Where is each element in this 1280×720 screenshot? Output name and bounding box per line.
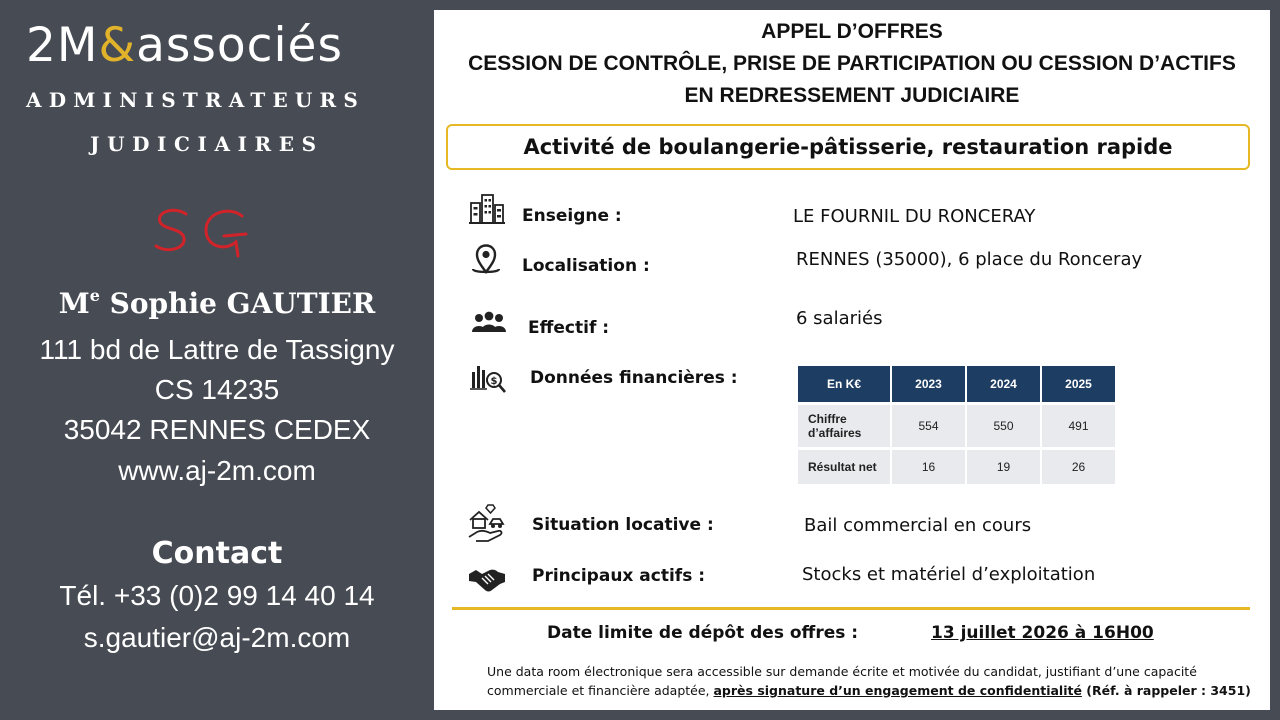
table-corner: En K€: [798, 366, 890, 402]
row-label: Résultat net: [798, 450, 890, 484]
firm-name-part2: associés: [136, 18, 343, 73]
effectif-value: 6 salariés: [796, 308, 883, 329]
handshake-icon: [468, 562, 506, 596]
actifs-label: Principaux actifs :: [532, 566, 706, 586]
location-pin-icon: [467, 242, 505, 276]
table-cell: 554: [892, 405, 965, 447]
signature-sg: [150, 198, 260, 268]
address-cs: CS 14235: [154, 374, 280, 405]
header-line3: EN REDRESSEMENT JUDICIAIRE: [684, 84, 1020, 107]
address-city: 35042 RENNES CEDEX: [63, 414, 371, 445]
row-label: Chiffre d’affaires: [798, 405, 890, 447]
firm-name-part1: 2M: [26, 18, 99, 73]
confidentiality-requirement: après signature d’un engagement de confidentialité: [713, 683, 1082, 698]
firm-subtitle-line2: JUDICIAIRES: [90, 132, 324, 156]
contact-title: Contact: [151, 536, 283, 571]
financial-table: [796, 363, 1117, 487]
address-street: 111 bd de Lattre de Tassigny: [39, 334, 395, 365]
table-cell: 491: [1042, 405, 1115, 447]
website-link[interactable]: www.aj-2m.com: [118, 455, 316, 486]
left-panel: [0, 0, 434, 720]
table-cell: 16: [892, 450, 965, 484]
financial-chart-icon: [469, 360, 507, 394]
header-line2: CESSION DE CONTRÔLE, PRISE DE PARTICIPATION OU CESSION D’ACTIFS: [468, 52, 1236, 75]
year-header: 2025: [1042, 366, 1115, 402]
activity-banner: Activité de boulangerie-pâtisserie, restauration rapide: [446, 124, 1250, 170]
actifs-value: Stocks et matériel d’exploitation: [802, 564, 1096, 585]
table-cell: 26: [1042, 450, 1115, 484]
enseigne-label: Enseigne :: [522, 206, 622, 226]
email-link[interactable]: s.gautier@aj-2m.com: [83, 622, 351, 653]
table-header-row: [798, 366, 1115, 402]
table-cell: 19: [967, 450, 1040, 484]
header-line1: APPEL D’OFFRES: [761, 20, 943, 43]
table-row: [798, 405, 1115, 447]
enseigne-value: LE FOURNIL DU RONCERAY: [793, 206, 1036, 227]
administrator-name: Me Sophie GAUTIER: [58, 286, 376, 320]
offer-panel: [434, 10, 1270, 710]
section-divider: [452, 607, 1250, 610]
buildings-icon: [468, 191, 506, 225]
table-cell: 550: [967, 405, 1040, 447]
deadline-value: 13 juillet 2026 à 16H00: [931, 623, 1154, 643]
locative-label: Situation locative :: [532, 515, 714, 535]
people-icon: [470, 308, 508, 342]
year-header: 2024: [967, 366, 1040, 402]
svg-text:$: $: [490, 376, 498, 387]
localisation-value: RENNES (35000), 6 place du Ronceray: [796, 249, 1143, 270]
property-hand-icon: [468, 503, 506, 543]
data-room-note: Une data room électronique sera accessible sur demande écrite et motivée du candidat, justifiant d’une capacité commerciale et financière adaptée, après signature d’un engagement de confidentialité (Réf. à rappeler : 3451): [487, 664, 1251, 698]
firm-logo: [26, 18, 343, 74]
financieres-label: Données financières :: [530, 368, 738, 388]
reference-number: (Réf. à rappeler : 3451): [1081, 683, 1251, 698]
effectif-label: Effectif :: [528, 318, 610, 338]
phone-number[interactable]: Tél. +33 (0)2 99 14 40 14: [59, 580, 375, 611]
firm-name-ampersand: &: [98, 18, 137, 73]
year-header: 2023: [892, 366, 965, 402]
table-row: [798, 450, 1115, 484]
locative-value: Bail commercial en cours: [804, 515, 1032, 536]
deadline-label: Date limite de dépôt des offres :: [547, 623, 859, 643]
localisation-label: Localisation :: [522, 256, 650, 276]
firm-subtitle-line1: ADMINISTRATEURS: [26, 88, 365, 112]
